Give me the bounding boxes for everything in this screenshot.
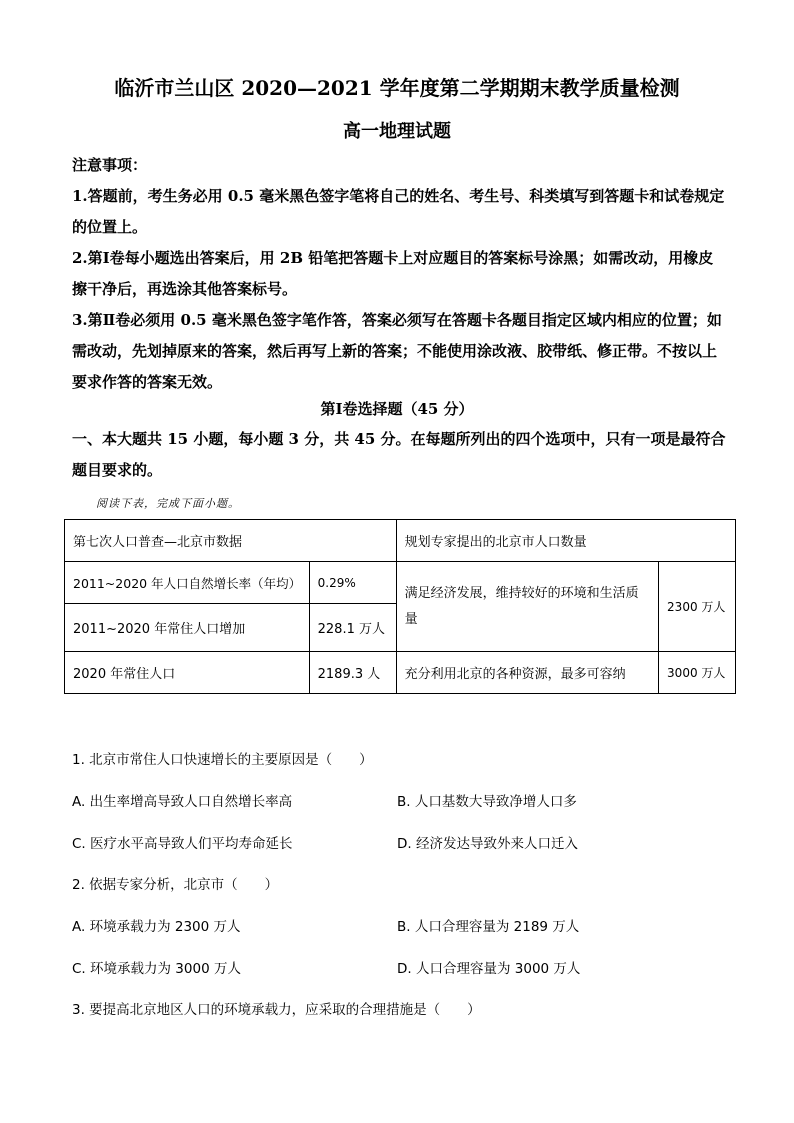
section-intro	[72, 424, 727, 486]
table-cell-value: 228.1 万人	[309, 604, 396, 652]
read-hint: 阅读下表，完成下面小题。	[96, 497, 240, 510]
table-header-right: 规划专家提出的北京市人口数量	[396, 520, 735, 562]
table-cell-label: 2011~2020 年常住人口增加	[65, 604, 310, 652]
table-cell-value: 2189.3 人	[309, 652, 396, 694]
question-option: B. 人口合理容量为 2189 万人	[397, 919, 580, 935]
section-intro-text: 一、本大题共 15 小题，每小题 3 分，共 45 分。在每题所列出的四个选项中，只有一项是最符合题目要求的。	[72, 430, 726, 479]
notes-section	[72, 150, 727, 398]
question-option: A. 出生率增高导致人口自然增长率高	[72, 794, 293, 810]
table-cell-label: 2011~2020 年人口自然增长率（年均）	[65, 562, 310, 604]
table-cell-value: 2300 万人	[659, 562, 736, 652]
question-option: D. 人口合理容量为 3000 万人	[397, 961, 581, 977]
census-table	[64, 519, 736, 694]
table-row	[65, 562, 736, 604]
question-option: A. 环境承载力为 2300 万人	[72, 919, 241, 935]
table-cell-label: 充分利用北京的各种资源，最多可容纳	[396, 652, 658, 694]
question-option: C. 环境承载力为 3000 万人	[72, 961, 241, 977]
page-title: 临沂市兰山区 2020—2021 学年度第二学期期末教学质量检测	[114, 76, 680, 100]
notes-item: 2.第Ⅰ卷每小题选出答案后，用 2B 铅笔把答题卡上对应题目的答案标号涂黑；如需改动，用橡皮擦干净后，再选涂其他答案标号。	[72, 249, 714, 298]
question-stem: 3. 要提高北京地区人口的环境承载力，应采取的合理措施是（ ）	[72, 1002, 481, 1018]
page-subtitle: 高一地理试题	[343, 121, 451, 142]
table-cell-value: 0.29%	[309, 562, 396, 604]
table-cell-value: 3000 万人	[659, 652, 736, 694]
table-cell-label: 满足经济发展，维持较好的环境和生活质量	[396, 562, 658, 652]
question-option: D. 经济发达导致外来人口迁入	[397, 836, 578, 852]
question-option: B. 人口基数大导致净增人口多	[397, 794, 577, 810]
section-title: 第Ⅰ卷选择题（45 分）	[320, 400, 474, 418]
table-header-left: 第七次人口普查—北京市数据	[65, 520, 397, 562]
question-stem: 1. 北京市常住人口快速增长的主要原因是（ ）	[72, 752, 373, 768]
question-stem: 2. 依据专家分析，北京市（ ）	[72, 877, 279, 893]
notes-item: 1.答题前，考生务必用 0.5 毫米黑色签字笔将自己的姓名、考生号、科类填写到答题卡和试卷规定的位置上。	[72, 187, 725, 236]
question-option: C. 医疗水平高导致人们平均寿命延长	[72, 836, 293, 852]
notes-heading: 注意事项：	[72, 156, 148, 174]
table-cell-label: 2020 年常住人口	[65, 652, 310, 694]
table-row	[65, 520, 736, 562]
table-row	[65, 652, 736, 694]
notes-item: 3.第Ⅱ卷必须用 0.5 毫米黑色签字笔作答，答案必须写在答题卡各题目指定区域内相应的位置；如需改动，先划掉原来的答案，然后再写上新的答案；不能使用涂改液、胶带纸、修正带。不按以上要求作答的答案无效。	[72, 311, 722, 391]
